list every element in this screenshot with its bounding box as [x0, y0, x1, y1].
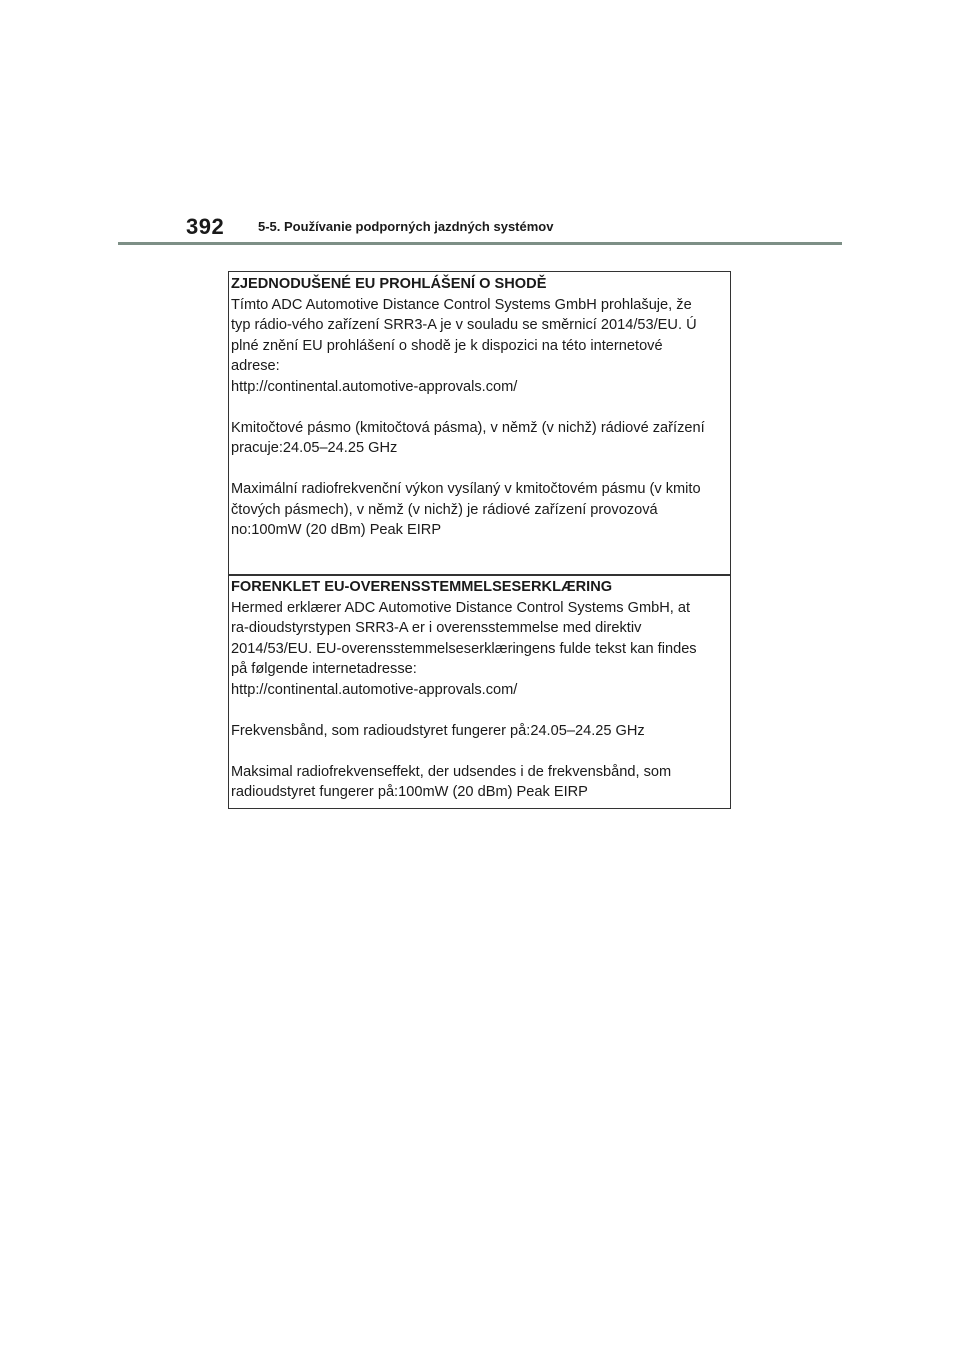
danish-declaration-box: [228, 574, 731, 809]
danish-declaration-title: FORENKLET EU-OVERENSSTEMMELSESERKLÆRING: [231, 579, 613, 595]
section-title: 5-5. Používanie podporných jazdných systémov: [258, 219, 554, 234]
czech-declaration-box: [228, 271, 731, 576]
czech-declaration-paragraph-1: Tímto ADC Automotive Distance Control Systems GmbH prohlašuje, že typ rádio-vého zařízení SRR3-A je v souladu se směrnicí 2014/53/EU. Ú plné znění EU prohlášení o shodě je k dispozici na této internetové adrese: http://continental.automotive-approvals.com/: [231, 296, 697, 395]
danish-declaration-paragraph-2: Frekvensbånd, som radioudstyret fungerer på:24.05–24.25 GHz: [231, 722, 645, 739]
danish-declaration-paragraph-1: Hermed erklærer ADC Automotive Distance Control Systems GmbH, at ra-dioudstyrstypen SRR3-A er i overensstemmelse med direktiv 2014/53/EU. EU-overensstemmelseserklæringens fulde tekst kan findes på følgende internetadresse: http://continental.automotive-approvals.com/: [231, 599, 697, 698]
czech-declaration-paragraph-2: Kmitočtové pásmo (kmitočtová pásma), v němž (v nichž) rádiové zařízení pracuje:24.05–24.25 GHz: [231, 419, 705, 456]
page-number: 392: [186, 214, 225, 239]
danish-declaration-paragraph-3: Maksimal radiofrekvenseffekt, der udsendes i de frekvensbånd, som radioudstyret fungerer på:100mW (20 dBm) Peak EIRP: [231, 763, 672, 800]
header-rule: [118, 242, 842, 245]
czech-declaration-title: ZJEDNODUŠENÉ EU PROHLÁŠENÍ O SHODĚ: [231, 276, 547, 292]
czech-declaration-paragraph-3: Maximální radiofrekvenční výkon vysílaný v kmitočtovém pásmu (v kmito čtových pásmech), v němž (v nichž) je rádiové zařízení provozová no:100mW (20 dBm) Peak EIRP: [231, 481, 701, 538]
